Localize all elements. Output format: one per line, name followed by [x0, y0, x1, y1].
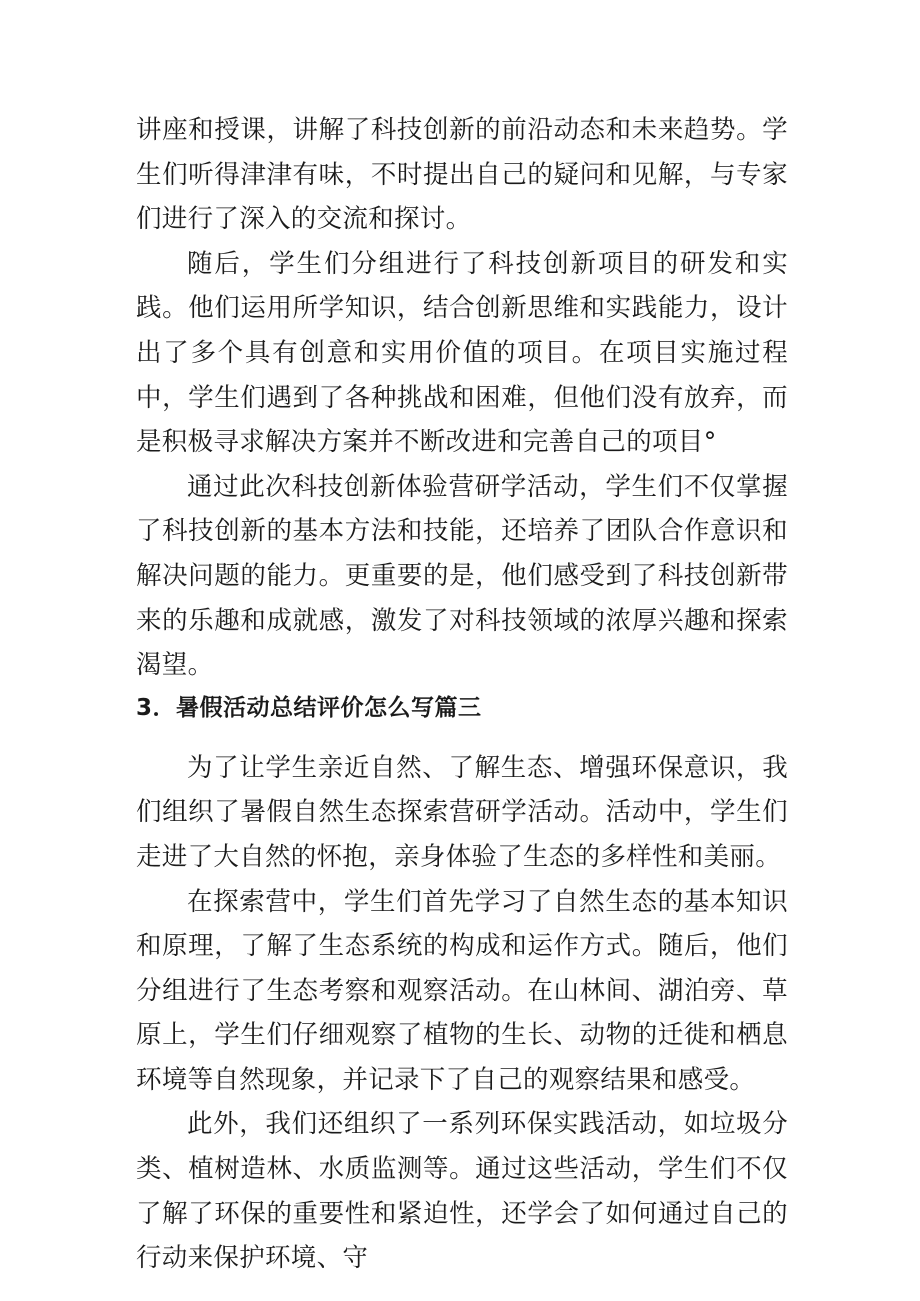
- section-heading: 3．暑假活动总结评价怎么写篇三: [136, 694, 482, 721]
- paragraph-ecology-observation: 在探索营中，学生们首先学习了自然生态的基本知识和原理，了解了生态系统的构成和运作方式。随后，他们分组进行了生态考察和观察活动。在山林间、湖泊旁、草原上，学生们仔细观察了植物的生长、动物的迁徙和栖息环境等自然现象，并记录下了自己的观察结果和感受。: [136, 886, 788, 1095]
- paragraph-tech-camp-summary: 通过此次科技创新体验营研学活动，学生们不仅掌握了科技创新的基本方法和技能，还培养了团队合作意识和解决问题的能力。更重要的是，他们感受到了科技创新带来的乐趣和成就感，激发了对科技领域的浓厚兴趣和探索渴望。: [136, 471, 788, 681]
- paragraph-lecture-continuation: 讲座和授课，讲解了科技创新的前沿动态和未来趋势。学生们听得津津有味，不时提出自己的疑问和见解，与专家们进行了深入的交流和探讨。: [136, 115, 788, 235]
- paragraph-environmental-practice: 此外，我们还组织了一系列环保实践活动，如垃圾分类、植树造林、水质监测等。通过这些活动，学生们不仅了解了环保的重要性和紧迫性，还学会了如何通过自己的行动来保护环境、守: [136, 1109, 788, 1274]
- document-body: [136, 108, 788, 1281]
- paragraph-nature-camp-intro: 为了让学生亲近自然、了解生态、增强环保意识，我们组织了暑假自然生态探索营研学活动。活动中，学生们走进了大自然的怀抱，亲身体验了生态的多样性和美丽。: [136, 752, 788, 872]
- paragraph-project-practice: 随后，学生们分组进行了科技创新项目的研发和实践。他们运用所学知识，结合创新思维和实践能力，设计出了多个具有创意和实用价值的项目。在项目实施过程中，学生们遇到了各种挑战和困难，但他们没有放弃，而是积极寻求解决方案并不断改进和完善自己的项目°: [136, 248, 788, 458]
- heading-spacer: [136, 728, 788, 746]
